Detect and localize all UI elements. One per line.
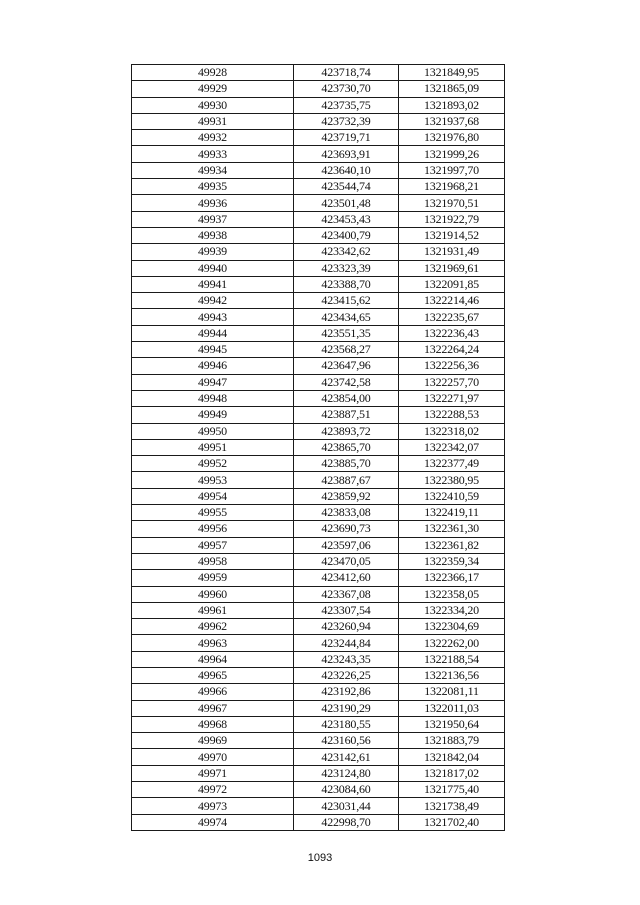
x-coordinate-cell: 423690,73 bbox=[294, 521, 399, 537]
x-coordinate-cell: 423342,62 bbox=[294, 244, 399, 260]
point-number-cell: 49932 bbox=[132, 130, 294, 146]
point-number-cell: 49960 bbox=[132, 586, 294, 602]
table-row bbox=[132, 586, 505, 602]
y-coordinate-cell: 1322136,56 bbox=[399, 667, 505, 683]
x-coordinate-cell: 423226,25 bbox=[294, 667, 399, 683]
point-number-cell: 49952 bbox=[132, 456, 294, 472]
table-row bbox=[132, 472, 505, 488]
x-coordinate-cell: 423597,06 bbox=[294, 537, 399, 553]
point-number-cell: 49928 bbox=[132, 65, 294, 81]
x-coordinate-cell: 423865,70 bbox=[294, 439, 399, 455]
y-coordinate-cell: 1322264,24 bbox=[399, 342, 505, 358]
y-coordinate-cell: 1322419,11 bbox=[399, 505, 505, 521]
y-coordinate-cell: 1321968,21 bbox=[399, 179, 505, 195]
y-coordinate-cell: 1321849,95 bbox=[399, 65, 505, 81]
point-number-cell: 49966 bbox=[132, 684, 294, 700]
table-row bbox=[132, 342, 505, 358]
table-row bbox=[132, 227, 505, 243]
y-coordinate-cell: 1321817,02 bbox=[399, 765, 505, 781]
table-row bbox=[132, 651, 505, 667]
y-coordinate-cell: 1322361,30 bbox=[399, 521, 505, 537]
x-coordinate-cell: 423243,35 bbox=[294, 651, 399, 667]
y-coordinate-cell: 1321937,68 bbox=[399, 113, 505, 129]
point-number-cell: 49962 bbox=[132, 619, 294, 635]
point-number-cell: 49959 bbox=[132, 570, 294, 586]
table-row bbox=[132, 684, 505, 700]
y-coordinate-cell: 1322235,67 bbox=[399, 309, 505, 325]
table-row bbox=[132, 749, 505, 765]
table-row bbox=[132, 358, 505, 374]
table-row bbox=[132, 293, 505, 309]
point-number-cell: 49934 bbox=[132, 162, 294, 178]
point-number-cell: 49957 bbox=[132, 537, 294, 553]
point-number-cell: 49973 bbox=[132, 798, 294, 814]
point-number-cell: 49965 bbox=[132, 667, 294, 683]
y-coordinate-cell: 1322410,59 bbox=[399, 488, 505, 504]
y-coordinate-cell: 1321914,52 bbox=[399, 227, 505, 243]
point-number-cell: 49964 bbox=[132, 651, 294, 667]
y-coordinate-cell: 1321999,26 bbox=[399, 146, 505, 162]
x-coordinate-cell: 423893,72 bbox=[294, 423, 399, 439]
y-coordinate-cell: 1322188,54 bbox=[399, 651, 505, 667]
table-row bbox=[132, 635, 505, 651]
y-coordinate-cell: 1321997,70 bbox=[399, 162, 505, 178]
x-coordinate-cell: 423735,75 bbox=[294, 97, 399, 113]
y-coordinate-cell: 1322334,20 bbox=[399, 602, 505, 618]
x-coordinate-cell: 423244,84 bbox=[294, 635, 399, 651]
y-coordinate-cell: 1321883,79 bbox=[399, 733, 505, 749]
table-row bbox=[132, 553, 505, 569]
point-number-cell: 49944 bbox=[132, 325, 294, 341]
y-coordinate-cell: 1322256,36 bbox=[399, 358, 505, 374]
x-coordinate-cell: 423887,51 bbox=[294, 407, 399, 423]
table-row bbox=[132, 97, 505, 113]
y-coordinate-cell: 1321865,09 bbox=[399, 81, 505, 97]
table-row bbox=[132, 179, 505, 195]
x-coordinate-cell: 423142,61 bbox=[294, 749, 399, 765]
x-coordinate-cell: 423412,60 bbox=[294, 570, 399, 586]
table-row bbox=[132, 505, 505, 521]
point-number-cell: 49935 bbox=[132, 179, 294, 195]
y-coordinate-cell: 1321970,51 bbox=[399, 195, 505, 211]
x-coordinate-cell: 423434,65 bbox=[294, 309, 399, 325]
table-row bbox=[132, 374, 505, 390]
table-row bbox=[132, 81, 505, 97]
point-number-cell: 49946 bbox=[132, 358, 294, 374]
point-number-cell: 49950 bbox=[132, 423, 294, 439]
x-coordinate-cell: 423544,74 bbox=[294, 179, 399, 195]
point-number-cell: 49968 bbox=[132, 716, 294, 732]
x-coordinate-cell: 423730,70 bbox=[294, 81, 399, 97]
y-coordinate-cell: 1322342,07 bbox=[399, 439, 505, 455]
table-row bbox=[132, 195, 505, 211]
table-row bbox=[132, 814, 505, 830]
x-coordinate-cell: 423190,29 bbox=[294, 700, 399, 716]
point-number-cell: 49953 bbox=[132, 472, 294, 488]
table-row bbox=[132, 130, 505, 146]
table-row bbox=[132, 716, 505, 732]
x-coordinate-cell: 423887,67 bbox=[294, 472, 399, 488]
x-coordinate-cell: 423307,54 bbox=[294, 602, 399, 618]
table-row bbox=[132, 162, 505, 178]
x-coordinate-cell: 423323,39 bbox=[294, 260, 399, 276]
point-number-cell: 49963 bbox=[132, 635, 294, 651]
x-coordinate-cell: 423640,10 bbox=[294, 162, 399, 178]
x-coordinate-cell: 423732,39 bbox=[294, 113, 399, 129]
x-coordinate-cell: 422998,70 bbox=[294, 814, 399, 830]
point-number-cell: 49970 bbox=[132, 749, 294, 765]
point-number-cell: 49972 bbox=[132, 782, 294, 798]
table-row bbox=[132, 733, 505, 749]
table-row bbox=[132, 260, 505, 276]
x-coordinate-cell: 423192,86 bbox=[294, 684, 399, 700]
x-coordinate-cell: 423453,43 bbox=[294, 211, 399, 227]
point-number-cell: 49947 bbox=[132, 374, 294, 390]
point-number-cell: 49951 bbox=[132, 439, 294, 455]
y-coordinate-cell: 1322359,34 bbox=[399, 553, 505, 569]
y-coordinate-cell: 1321702,40 bbox=[399, 814, 505, 830]
y-coordinate-cell: 1322366,17 bbox=[399, 570, 505, 586]
x-coordinate-cell: 423693,91 bbox=[294, 146, 399, 162]
table-row bbox=[132, 782, 505, 798]
y-coordinate-cell: 1321931,49 bbox=[399, 244, 505, 260]
x-coordinate-cell: 423719,71 bbox=[294, 130, 399, 146]
x-coordinate-cell: 423400,79 bbox=[294, 227, 399, 243]
point-number-cell: 49930 bbox=[132, 97, 294, 113]
point-number-cell: 49941 bbox=[132, 276, 294, 292]
coordinates-table-body bbox=[132, 65, 505, 831]
table-row bbox=[132, 521, 505, 537]
point-number-cell: 49940 bbox=[132, 260, 294, 276]
y-coordinate-cell: 1322358,05 bbox=[399, 586, 505, 602]
y-coordinate-cell: 1322288,53 bbox=[399, 407, 505, 423]
table-row bbox=[132, 537, 505, 553]
table-row bbox=[132, 798, 505, 814]
y-coordinate-cell: 1322257,70 bbox=[399, 374, 505, 390]
table-row bbox=[132, 146, 505, 162]
point-number-cell: 49929 bbox=[132, 81, 294, 97]
point-number-cell: 49933 bbox=[132, 146, 294, 162]
coordinates-table bbox=[131, 64, 505, 831]
table-row bbox=[132, 244, 505, 260]
x-coordinate-cell: 423854,00 bbox=[294, 390, 399, 406]
point-number-cell: 49938 bbox=[132, 227, 294, 243]
x-coordinate-cell: 423833,08 bbox=[294, 505, 399, 521]
x-coordinate-cell: 423031,44 bbox=[294, 798, 399, 814]
x-coordinate-cell: 423124,80 bbox=[294, 765, 399, 781]
point-number-cell: 49939 bbox=[132, 244, 294, 260]
x-coordinate-cell: 423568,27 bbox=[294, 342, 399, 358]
y-coordinate-cell: 1322318,02 bbox=[399, 423, 505, 439]
y-coordinate-cell: 1322304,69 bbox=[399, 619, 505, 635]
x-coordinate-cell: 423885,70 bbox=[294, 456, 399, 472]
point-number-cell: 49961 bbox=[132, 602, 294, 618]
point-number-cell: 49942 bbox=[132, 293, 294, 309]
table-row bbox=[132, 700, 505, 716]
y-coordinate-cell: 1321893,02 bbox=[399, 97, 505, 113]
point-number-cell: 49974 bbox=[132, 814, 294, 830]
x-coordinate-cell: 423859,92 bbox=[294, 488, 399, 504]
page-number: 1093 bbox=[307, 852, 333, 864]
table-row bbox=[132, 423, 505, 439]
x-coordinate-cell: 423367,08 bbox=[294, 586, 399, 602]
x-coordinate-cell: 423084,60 bbox=[294, 782, 399, 798]
point-number-cell: 49948 bbox=[132, 390, 294, 406]
table-row bbox=[132, 619, 505, 635]
point-number-cell: 49949 bbox=[132, 407, 294, 423]
point-number-cell: 49931 bbox=[132, 113, 294, 129]
y-coordinate-cell: 1322380,95 bbox=[399, 472, 505, 488]
table-row bbox=[132, 439, 505, 455]
point-number-cell: 49936 bbox=[132, 195, 294, 211]
point-number-cell: 49955 bbox=[132, 505, 294, 521]
x-coordinate-cell: 423551,35 bbox=[294, 325, 399, 341]
table-row bbox=[132, 456, 505, 472]
table-row bbox=[132, 667, 505, 683]
y-coordinate-cell: 1321950,64 bbox=[399, 716, 505, 732]
table-row bbox=[132, 211, 505, 227]
x-coordinate-cell: 423718,74 bbox=[294, 65, 399, 81]
point-number-cell: 49956 bbox=[132, 521, 294, 537]
x-coordinate-cell: 423470,05 bbox=[294, 553, 399, 569]
table-row bbox=[132, 602, 505, 618]
point-number-cell: 49958 bbox=[132, 553, 294, 569]
point-number-cell: 49937 bbox=[132, 211, 294, 227]
y-coordinate-cell: 1321775,40 bbox=[399, 782, 505, 798]
y-coordinate-cell: 1321976,80 bbox=[399, 130, 505, 146]
y-coordinate-cell: 1322271,97 bbox=[399, 390, 505, 406]
x-coordinate-cell: 423501,48 bbox=[294, 195, 399, 211]
point-number-cell: 49943 bbox=[132, 309, 294, 325]
point-number-cell: 49971 bbox=[132, 765, 294, 781]
y-coordinate-cell: 1322214,46 bbox=[399, 293, 505, 309]
table-row bbox=[132, 113, 505, 129]
x-coordinate-cell: 423742,58 bbox=[294, 374, 399, 390]
point-number-cell: 49945 bbox=[132, 342, 294, 358]
table-row bbox=[132, 488, 505, 504]
x-coordinate-cell: 423388,70 bbox=[294, 276, 399, 292]
y-coordinate-cell: 1322091,85 bbox=[399, 276, 505, 292]
y-coordinate-cell: 1321738,49 bbox=[399, 798, 505, 814]
y-coordinate-cell: 1321969,61 bbox=[399, 260, 505, 276]
y-coordinate-cell: 1322262,00 bbox=[399, 635, 505, 651]
y-coordinate-cell: 1322081,11 bbox=[399, 684, 505, 700]
table-row bbox=[132, 65, 505, 81]
y-coordinate-cell: 1322236,43 bbox=[399, 325, 505, 341]
y-coordinate-cell: 1322011,03 bbox=[399, 700, 505, 716]
x-coordinate-cell: 423647,96 bbox=[294, 358, 399, 374]
point-number-cell: 49969 bbox=[132, 733, 294, 749]
point-number-cell: 49967 bbox=[132, 700, 294, 716]
y-coordinate-cell: 1322377,49 bbox=[399, 456, 505, 472]
table-row bbox=[132, 765, 505, 781]
table-row bbox=[132, 570, 505, 586]
x-coordinate-cell: 423260,94 bbox=[294, 619, 399, 635]
table-row bbox=[132, 309, 505, 325]
x-coordinate-cell: 423415,62 bbox=[294, 293, 399, 309]
point-number-cell: 49954 bbox=[132, 488, 294, 504]
y-coordinate-cell: 1321842,04 bbox=[399, 749, 505, 765]
table-row bbox=[132, 390, 505, 406]
table-row bbox=[132, 407, 505, 423]
y-coordinate-cell: 1321922,79 bbox=[399, 211, 505, 227]
x-coordinate-cell: 423160,56 bbox=[294, 733, 399, 749]
x-coordinate-cell: 423180,55 bbox=[294, 716, 399, 732]
table-row bbox=[132, 276, 505, 292]
y-coordinate-cell: 1322361,82 bbox=[399, 537, 505, 553]
table-row bbox=[132, 325, 505, 341]
